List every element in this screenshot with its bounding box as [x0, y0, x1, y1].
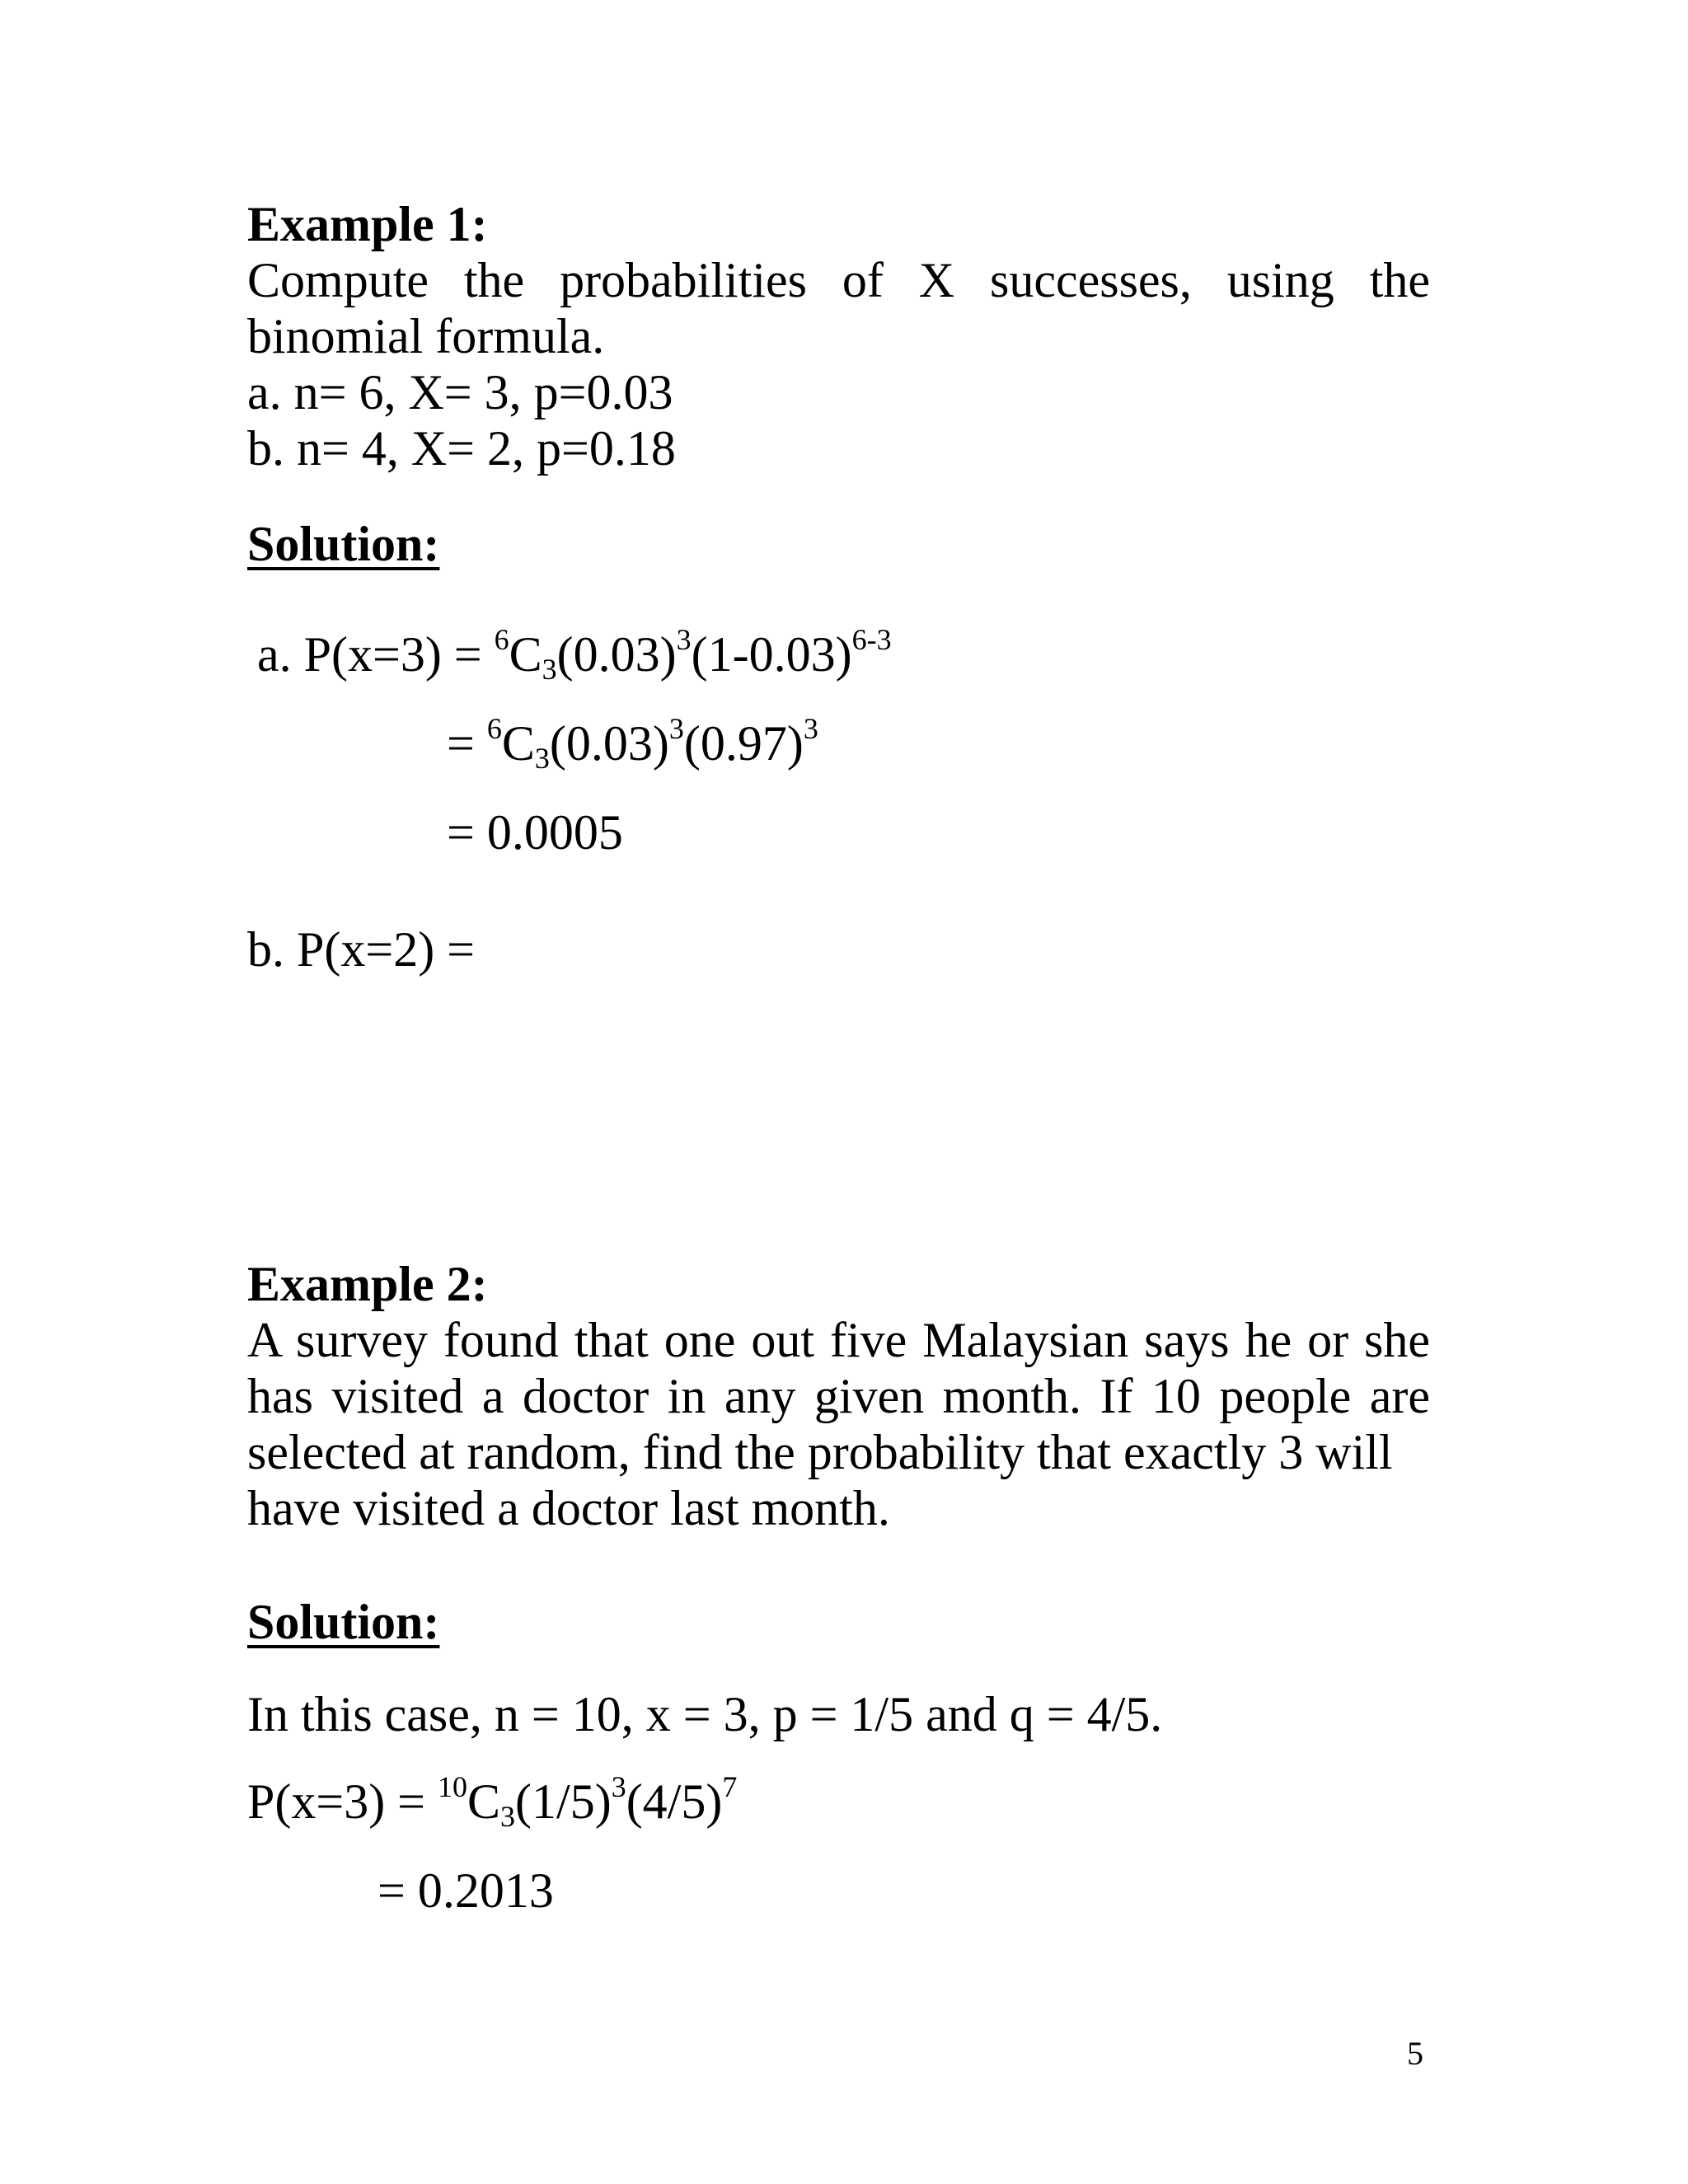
term-failure: (4/5): [626, 1774, 723, 1829]
example2-heading: Example 2:: [247, 1257, 488, 1311]
term-failure: (0.97): [683, 716, 804, 771]
solution2-case-line: In this case, n = 10, x = 3, p = 1/5 and q = 4/5.: [247, 1687, 1163, 1741]
example1-part-b: b. n= 4, X= 2, p=0.18: [247, 421, 676, 476]
term-success-exponent: 3: [611, 1770, 626, 1803]
example1-part-a: a. n= 6, X= 3, p=0.03: [247, 365, 673, 419]
solution1-heading: Solution:: [247, 517, 440, 571]
combination-c: C: [467, 1774, 501, 1829]
example2-last-line: have visited a doctor last month.: [247, 1481, 890, 1535]
term-success: (0.03): [556, 627, 677, 682]
combination-k: 3: [534, 742, 550, 775]
term-failure-exponent: 6-3: [851, 623, 892, 656]
term-success: (1/5): [515, 1774, 612, 1829]
formula-eq: =: [447, 716, 487, 771]
combination-k: 3: [542, 653, 557, 686]
example2-body: A survey found that one out five Malaysian says he or she has visited a doctor in any given month. If 10 people are selected at random, find the probability that exactly 3 will: [247, 1313, 1430, 1479]
solution1-b-line: b. P(x=2) =: [247, 922, 476, 977]
solution1-a-result: = 0.0005: [447, 805, 623, 860]
combination-k: 3: [500, 1800, 516, 1833]
term-failure-exponent: 7: [722, 1770, 738, 1803]
term-success-exponent: 3: [676, 623, 692, 656]
solution1-a-line1: [257, 623, 892, 686]
formula-lhs: P(x=3) =: [247, 1774, 438, 1829]
solution2-p-line: [247, 1770, 738, 1833]
page-number: 5: [1407, 2035, 1423, 2072]
term-failure: (1-0.03): [691, 627, 852, 682]
combination-n: 10: [438, 1770, 468, 1803]
formula-lhs: a. P(x=3) =: [257, 627, 495, 682]
example1-prompt-line2: binomial formula.: [247, 309, 605, 363]
term-success: (0.03): [549, 716, 669, 771]
example1-prompt-line1: Compute the probabilities of X successes, using the: [247, 253, 1430, 307]
example1-heading: Example 1:: [247, 197, 488, 251]
term-failure-exponent: 3: [803, 712, 818, 745]
term-success-exponent: 3: [668, 712, 684, 745]
combination-n: 6: [486, 712, 502, 745]
combination-n: 6: [494, 623, 509, 656]
solution2-heading: Solution:: [247, 1595, 440, 1649]
combination-c: C: [501, 716, 535, 771]
solution2-result: = 0.2013: [377, 1863, 554, 1918]
example2-text: [247, 1312, 1430, 1536]
combination-c: C: [509, 627, 542, 682]
solution1-a-line2: [447, 712, 818, 775]
